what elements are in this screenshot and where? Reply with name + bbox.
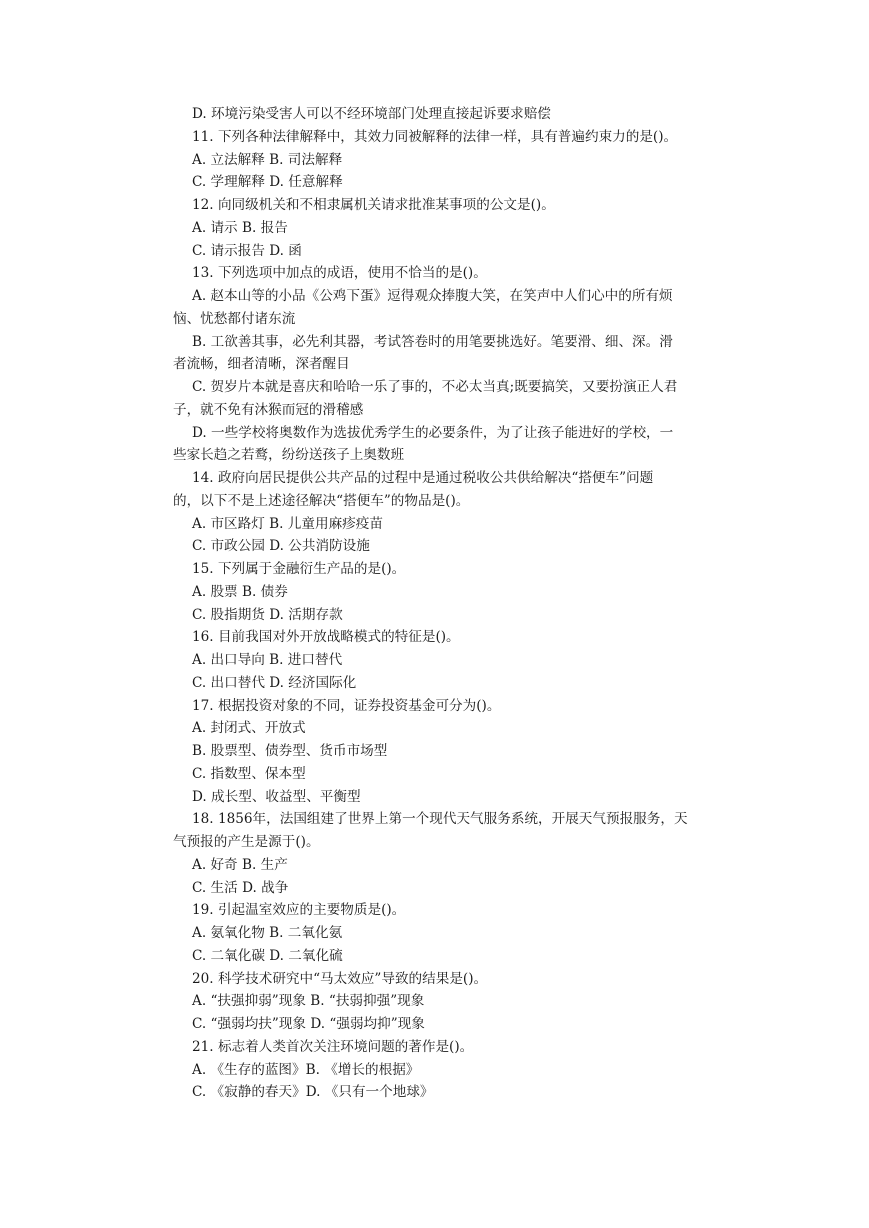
text-line: A. 好奇 B. 生产 <box>192 856 288 873</box>
text-line: C. 贺岁片本就是喜庆和哈哈一乐了事的，不必太当真;既要搞笑，又要扮演正人君 <box>192 379 678 395</box>
text-line: C. 学理解释 D. 任意解释 <box>192 174 343 191</box>
text-line: A. 市区路灯 B. 儿童用麻疹疫苗 <box>192 515 383 532</box>
text-line: C. “强弱均扶”现象 D. “强弱均抑”现象 <box>192 1016 425 1032</box>
text-line: 17. 根据投资对象的不同，证券投资基金可分为()。 <box>192 697 501 714</box>
text-line: 的，以下不是上述途径解决“搭便车”的物品是()。 <box>173 492 470 509</box>
text-line: 子，就不免有沐猴而冠的滑稽感 <box>173 401 364 418</box>
question-text <box>0 103 869 1104</box>
text-line: D. 环境污染受害人可以不经环境部门处理直接起诉要求赔偿 <box>192 106 551 122</box>
text-line: C. 《寂静的春天》D. 《只有一个地球》 <box>192 1084 434 1101</box>
text-line: C. 请示报告 D. 函 <box>192 242 302 259</box>
text-line: 者流畅，细者清晰，深者醒目 <box>173 356 350 373</box>
text-line: 些家长趋之若鹜，纷纷送孩子上奥数班 <box>173 447 405 464</box>
text-line: 15. 下列属于金融衍生产品的是()。 <box>192 561 406 577</box>
text-line: 13. 下列选项中加点的成语，使用不恰当的是()。 <box>192 265 487 282</box>
text-line: D. 一些学校将奥数作为选拔优秀学生的必要条件，为了让孩子能进好的学校，一 <box>192 424 674 441</box>
text-line: 16. 目前我国对外开放战略模式的特征是()。 <box>192 629 460 646</box>
text-line: 19. 引起温室效应的主要物质是()。 <box>192 902 406 919</box>
text-line: 11. 下列各种法律解释中，其效力同被解释的法律一样，具有普遍约束力的是()。 <box>192 128 678 145</box>
text-line: 14. 政府向居民提供公共产品的过程中是通过税收公共供给解决“搭便车”问题 <box>192 470 654 486</box>
text-line: D. 成长型、收益型、平衡型 <box>192 788 361 805</box>
text-line: A. 赵本山等的小品《公鸡下蛋》逗得观众捧腹大笑，在笑声中人们心中的所有烦 <box>192 288 673 304</box>
text-line: C. 二氧化碳 D. 二氧化硫 <box>192 947 343 964</box>
text-line: A. 氨氧化物 B. 二氧化氨 <box>192 925 343 941</box>
text-line: 气预报的产生是源于()。 <box>173 834 320 850</box>
text-line: B. 股票型、债券型、货币市场型 <box>192 743 388 759</box>
text-line: B. 工欲善其事，必先利其器，考试答卷时的用笔要挑选好。笔要滑、细、深。滑 <box>192 333 673 350</box>
text-line: 20. 科学技术研究中“马太效应”导致的结果是()。 <box>192 970 488 987</box>
text-line: C. 股指期货 D. 活期存款 <box>192 606 343 623</box>
text-line: 12. 向同级机关和不相隶属机关请求批准某事项的公文是()。 <box>192 197 555 213</box>
text-line: A. 立法解释 B. 司法解释 <box>192 151 343 168</box>
text-line: A. 请示 B. 报告 <box>192 219 288 236</box>
text-line: 18. 1856年，法国组建了世界上第一个现代天气服务系统，开展天气预报服务，天 <box>192 811 688 828</box>
text-line: C. 市政公园 D. 公共消防设施 <box>192 538 370 555</box>
text-line: A. 出口导向 B. 进口替代 <box>192 652 343 668</box>
text-line: A. “扶强抑弱”现象 B. “扶弱抑强”现象 <box>192 993 425 1010</box>
text-line: A. 《生存的蓝图》B. 《增长的根据》 <box>192 1061 420 1078</box>
text-line: C. 生活 D. 战争 <box>192 879 289 896</box>
text-line: 21. 标志着人类首次关注环境问题的著作是()。 <box>192 1038 474 1055</box>
text-line: A. 股票 B. 债券 <box>192 583 288 600</box>
text-line: C. 指数型、保本型 <box>192 765 306 782</box>
text-line: A. 封闭式、开放式 <box>192 720 306 737</box>
text-line: 恼、忧愁都付诸东流 <box>173 310 296 327</box>
text-line: C. 出口替代 D. 经济国际化 <box>192 674 357 691</box>
